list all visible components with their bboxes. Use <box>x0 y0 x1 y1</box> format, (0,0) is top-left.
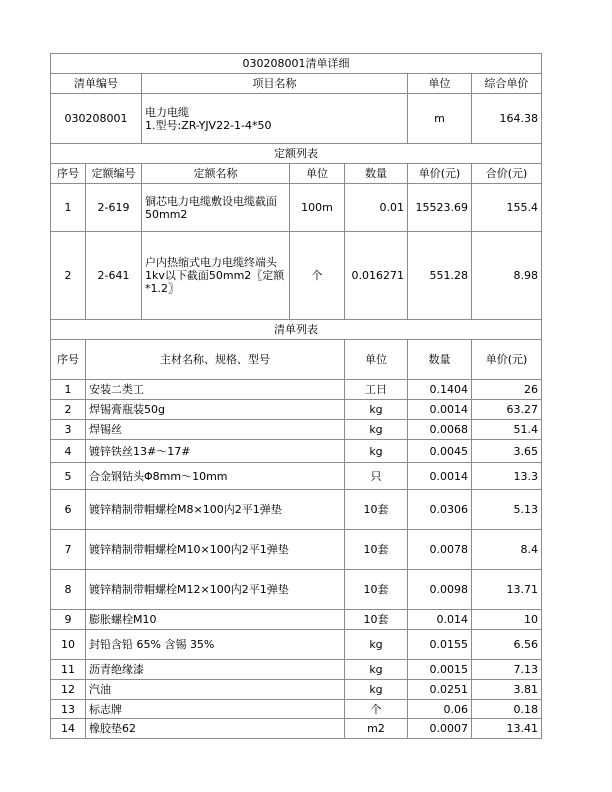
quota-name-header: 定额名称 <box>142 164 290 184</box>
material-qty: 0.0015 <box>408 660 472 680</box>
material-name: 膨胀螺栓M10 <box>86 610 345 630</box>
item-price: 164.38 <box>472 94 542 144</box>
material-row <box>51 660 542 680</box>
material-name: 镀锌铁丝13#～17# <box>86 440 345 463</box>
material-seq: 2 <box>51 400 86 420</box>
material-qty: 0.0007 <box>408 719 472 739</box>
material-unit-price: 7.13 <box>472 660 542 680</box>
page-title: 030208001清单详细 <box>51 54 542 74</box>
material-row <box>51 719 542 739</box>
bill-detail-table <box>50 53 542 739</box>
material-qty: 0.0068 <box>408 420 472 440</box>
material-name-header: 主材名称、规格、型号 <box>86 340 345 380</box>
material-name: 封铅含铅 65% 含锡 35% <box>86 630 345 660</box>
material-unit: kg <box>345 630 408 660</box>
material-qty: 0.0306 <box>408 490 472 530</box>
material-unit: kg <box>345 680 408 700</box>
quota-header-row <box>51 164 542 184</box>
material-unit-price: 0.18 <box>472 700 542 719</box>
quota-section-title: 定额列表 <box>51 144 542 164</box>
material-unit: 10套 <box>345 570 408 610</box>
material-name: 镀锌精制带帽螺栓M10×100内2平1弹垫 <box>86 530 345 570</box>
material-unit-price: 3.65 <box>472 440 542 463</box>
material-row <box>51 610 542 630</box>
material-row <box>51 700 542 719</box>
material-unit-price: 5.13 <box>472 490 542 530</box>
quota-name: 户内热缩式电力电缆终端头1kv以下截面50mm2〖定额*1.2〗 <box>142 232 290 320</box>
material-section-row <box>51 320 542 340</box>
code-header: 清单编号 <box>51 74 142 94</box>
material-qty: 0.1404 <box>408 380 472 400</box>
material-seq: 3 <box>51 420 86 440</box>
quota-total-header: 合价(元) <box>472 164 542 184</box>
item-unit: m <box>408 94 472 144</box>
material-unit-price: 13.71 <box>472 570 542 610</box>
material-row <box>51 380 542 400</box>
material-name: 橡胶垫62 <box>86 719 345 739</box>
material-name: 焊锡丝 <box>86 420 345 440</box>
material-unit-price: 3.81 <box>472 680 542 700</box>
material-unit-price: 26 <box>472 380 542 400</box>
quota-total: 155.4 <box>472 184 542 232</box>
material-unit: 10套 <box>345 610 408 630</box>
material-unit: 个 <box>345 700 408 719</box>
material-name: 安装二类工 <box>86 380 345 400</box>
material-row <box>51 680 542 700</box>
material-name: 合金钢钻头Φ8mm～10mm <box>86 463 345 490</box>
material-seq: 14 <box>51 719 86 739</box>
quota-seq-header: 序号 <box>51 164 86 184</box>
material-unit-header: 单位 <box>345 340 408 380</box>
material-section-title: 清单列表 <box>51 320 542 340</box>
material-seq: 13 <box>51 700 86 719</box>
quota-seq: 2 <box>51 232 86 320</box>
quota-unit-price: 15523.69 <box>408 184 472 232</box>
material-unit: kg <box>345 660 408 680</box>
item-row <box>51 94 542 144</box>
quota-qty: 0.016271 <box>345 232 408 320</box>
material-unit-price-header: 单价(元) <box>472 340 542 380</box>
material-unit: kg <box>345 440 408 463</box>
item-name-line2: 1.型号:ZR-YJV22-1-4*50 <box>145 118 272 132</box>
material-row <box>51 570 542 610</box>
quota-unit-header: 单位 <box>290 164 345 184</box>
material-unit: 10套 <box>345 530 408 570</box>
material-unit-price: 13.3 <box>472 463 542 490</box>
unit-header: 单位 <box>408 74 472 94</box>
material-qty: 0.0014 <box>408 463 472 490</box>
name-header: 项目名称 <box>142 74 408 94</box>
material-header-row <box>51 340 542 380</box>
material-unit-price: 10 <box>472 610 542 630</box>
material-seq: 11 <box>51 660 86 680</box>
material-unit-price: 8.4 <box>472 530 542 570</box>
title-row <box>51 54 542 74</box>
quota-row <box>51 232 542 320</box>
material-seq: 4 <box>51 440 86 463</box>
price-header: 综合单价 <box>472 74 542 94</box>
material-seq: 9 <box>51 610 86 630</box>
material-seq: 8 <box>51 570 86 610</box>
material-qty: 0.0155 <box>408 630 472 660</box>
item-name-line1: 电力电缆 <box>145 105 189 119</box>
quota-unit-price: 551.28 <box>408 232 472 320</box>
material-seq: 1 <box>51 380 86 400</box>
material-seq-header: 序号 <box>51 340 86 380</box>
quota-unit: 个 <box>290 232 345 320</box>
quota-qty: 0.01 <box>345 184 408 232</box>
item-code: 030208001 <box>51 94 142 144</box>
material-seq: 12 <box>51 680 86 700</box>
material-name: 沥青绝缘漆 <box>86 660 345 680</box>
quota-qty-header: 数量 <box>345 164 408 184</box>
material-qty-header: 数量 <box>408 340 472 380</box>
material-qty: 0.0098 <box>408 570 472 610</box>
material-row <box>51 463 542 490</box>
material-unit: kg <box>345 400 408 420</box>
item-name <box>142 94 408 144</box>
material-row <box>51 630 542 660</box>
material-unit: kg <box>345 420 408 440</box>
material-unit: 只 <box>345 463 408 490</box>
quota-unit: 100m <box>290 184 345 232</box>
quota-total: 8.98 <box>472 232 542 320</box>
material-name: 镀锌精制带帽螺栓M8×100内2平1弹垫 <box>86 490 345 530</box>
material-unit-price: 6.56 <box>472 630 542 660</box>
material-row <box>51 490 542 530</box>
material-name: 汽油 <box>86 680 345 700</box>
item-header-row <box>51 74 542 94</box>
material-name: 标志牌 <box>86 700 345 719</box>
material-qty: 0.06 <box>408 700 472 719</box>
material-unit: 10套 <box>345 490 408 530</box>
material-qty: 0.0078 <box>408 530 472 570</box>
material-unit: m2 <box>345 719 408 739</box>
quota-name: 铜芯电力电缆敷设电缆截面50mm2 <box>142 184 290 232</box>
quota-row <box>51 184 542 232</box>
material-unit-price: 63.27 <box>472 400 542 420</box>
material-name: 镀锌精制带帽螺栓M12×100内2平1弹垫 <box>86 570 345 610</box>
material-unit-price: 51.4 <box>472 420 542 440</box>
material-qty: 0.0251 <box>408 680 472 700</box>
material-row <box>51 420 542 440</box>
quota-code: 2-619 <box>86 184 142 232</box>
material-unit: 工日 <box>345 380 408 400</box>
material-seq: 6 <box>51 490 86 530</box>
material-row <box>51 530 542 570</box>
quota-code: 2-641 <box>86 232 142 320</box>
material-seq: 5 <box>51 463 86 490</box>
material-row <box>51 440 542 463</box>
material-seq: 10 <box>51 630 86 660</box>
material-qty: 0.0014 <box>408 400 472 420</box>
material-seq: 7 <box>51 530 86 570</box>
material-row <box>51 400 542 420</box>
material-name: 焊锡膏瓶装50g <box>86 400 345 420</box>
quota-seq: 1 <box>51 184 86 232</box>
material-unit-price: 13.41 <box>472 719 542 739</box>
quota-section-row <box>51 144 542 164</box>
quota-code-header: 定额编号 <box>86 164 142 184</box>
material-qty: 0.014 <box>408 610 472 630</box>
material-qty: 0.0045 <box>408 440 472 463</box>
quota-unit-price-header: 单价(元) <box>408 164 472 184</box>
